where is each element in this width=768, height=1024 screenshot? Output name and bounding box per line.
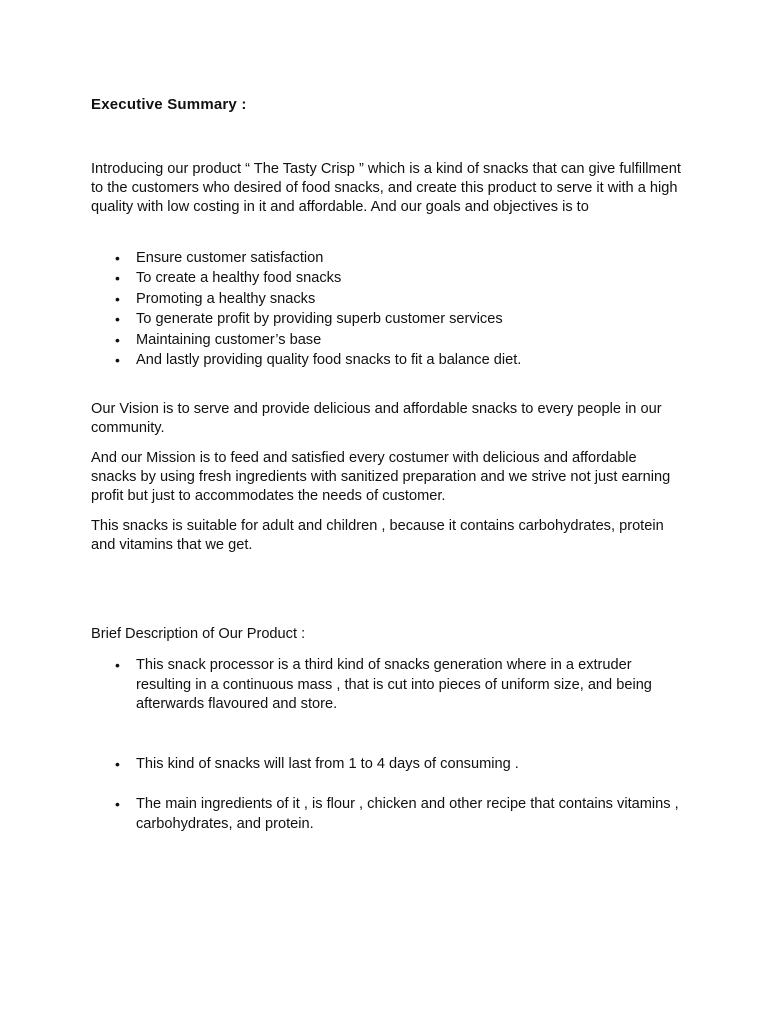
list-item: • To generate profit by providing superb customer services [91, 309, 683, 329]
bullet-icon: • [115, 270, 120, 287]
bullet-icon: • [115, 657, 120, 673]
executive-summary-heading: Executive Summary : [91, 96, 247, 113]
list-item: • Promoting a healthy snacks [91, 289, 683, 309]
bullet-icon: • [115, 311, 120, 328]
description-list [91, 755, 683, 775]
list-item: • Ensure customer satisfaction [91, 248, 683, 268]
bullet-icon: • [115, 756, 120, 772]
list-item: • Maintaining customer’s base [91, 330, 683, 350]
bullet-icon: • [115, 250, 120, 266]
bullet-icon: • [115, 331, 120, 348]
intro-paragraph: Introducing our product “ The Tasty Crisp ” which is a kind of snacks that can give fulfillment to the customers who desired of food snacks, and create this product to serve it with a high quality with low costing in it and affordable. And our goals and objectives is to [91, 161, 681, 215]
suitability-paragraph: This snacks is suitable for adult and children , because it contains carbohydrates, protein and vitamins that we get. [91, 518, 664, 553]
mission-paragraph: And our Mission is to feed and satisfied every costumer with delicious and affordable snacks by using fresh ingredients with sanitized preparation and we strive not just earning profit but just to accommodates the needs of customer. [91, 450, 671, 504]
list-item: • This snack processor is a third kind of snacks generation where in a extruder resulting in a continuous mass , that is cut into pieces of uniform size, and being afterwards flavoured and store. [115, 657, 652, 712]
bullet-icon: • [115, 290, 120, 307]
description-list [91, 656, 683, 715]
list-item: • The main ingredients of it , is flour , chicken and other recipe that contains vitamins , carbohydrates, and protein. [115, 796, 679, 832]
list-item: • And lastly providing quality food snacks to fit a balance diet. [91, 350, 683, 370]
vision-paragraph: Our Vision is to serve and provide delicious and affordable snacks to every people in our community. [91, 401, 662, 436]
goals-list [91, 248, 683, 370]
bullet-icon: • [115, 352, 120, 369]
description-list [91, 795, 683, 834]
description-heading: Brief Description of Our Product : [91, 626, 306, 642]
bullet-icon: • [115, 796, 120, 812]
list-item: • To create a healthy food snacks [91, 268, 683, 288]
list-item: • This kind of snacks will last from 1 to 4 days of consuming . [91, 755, 683, 775]
